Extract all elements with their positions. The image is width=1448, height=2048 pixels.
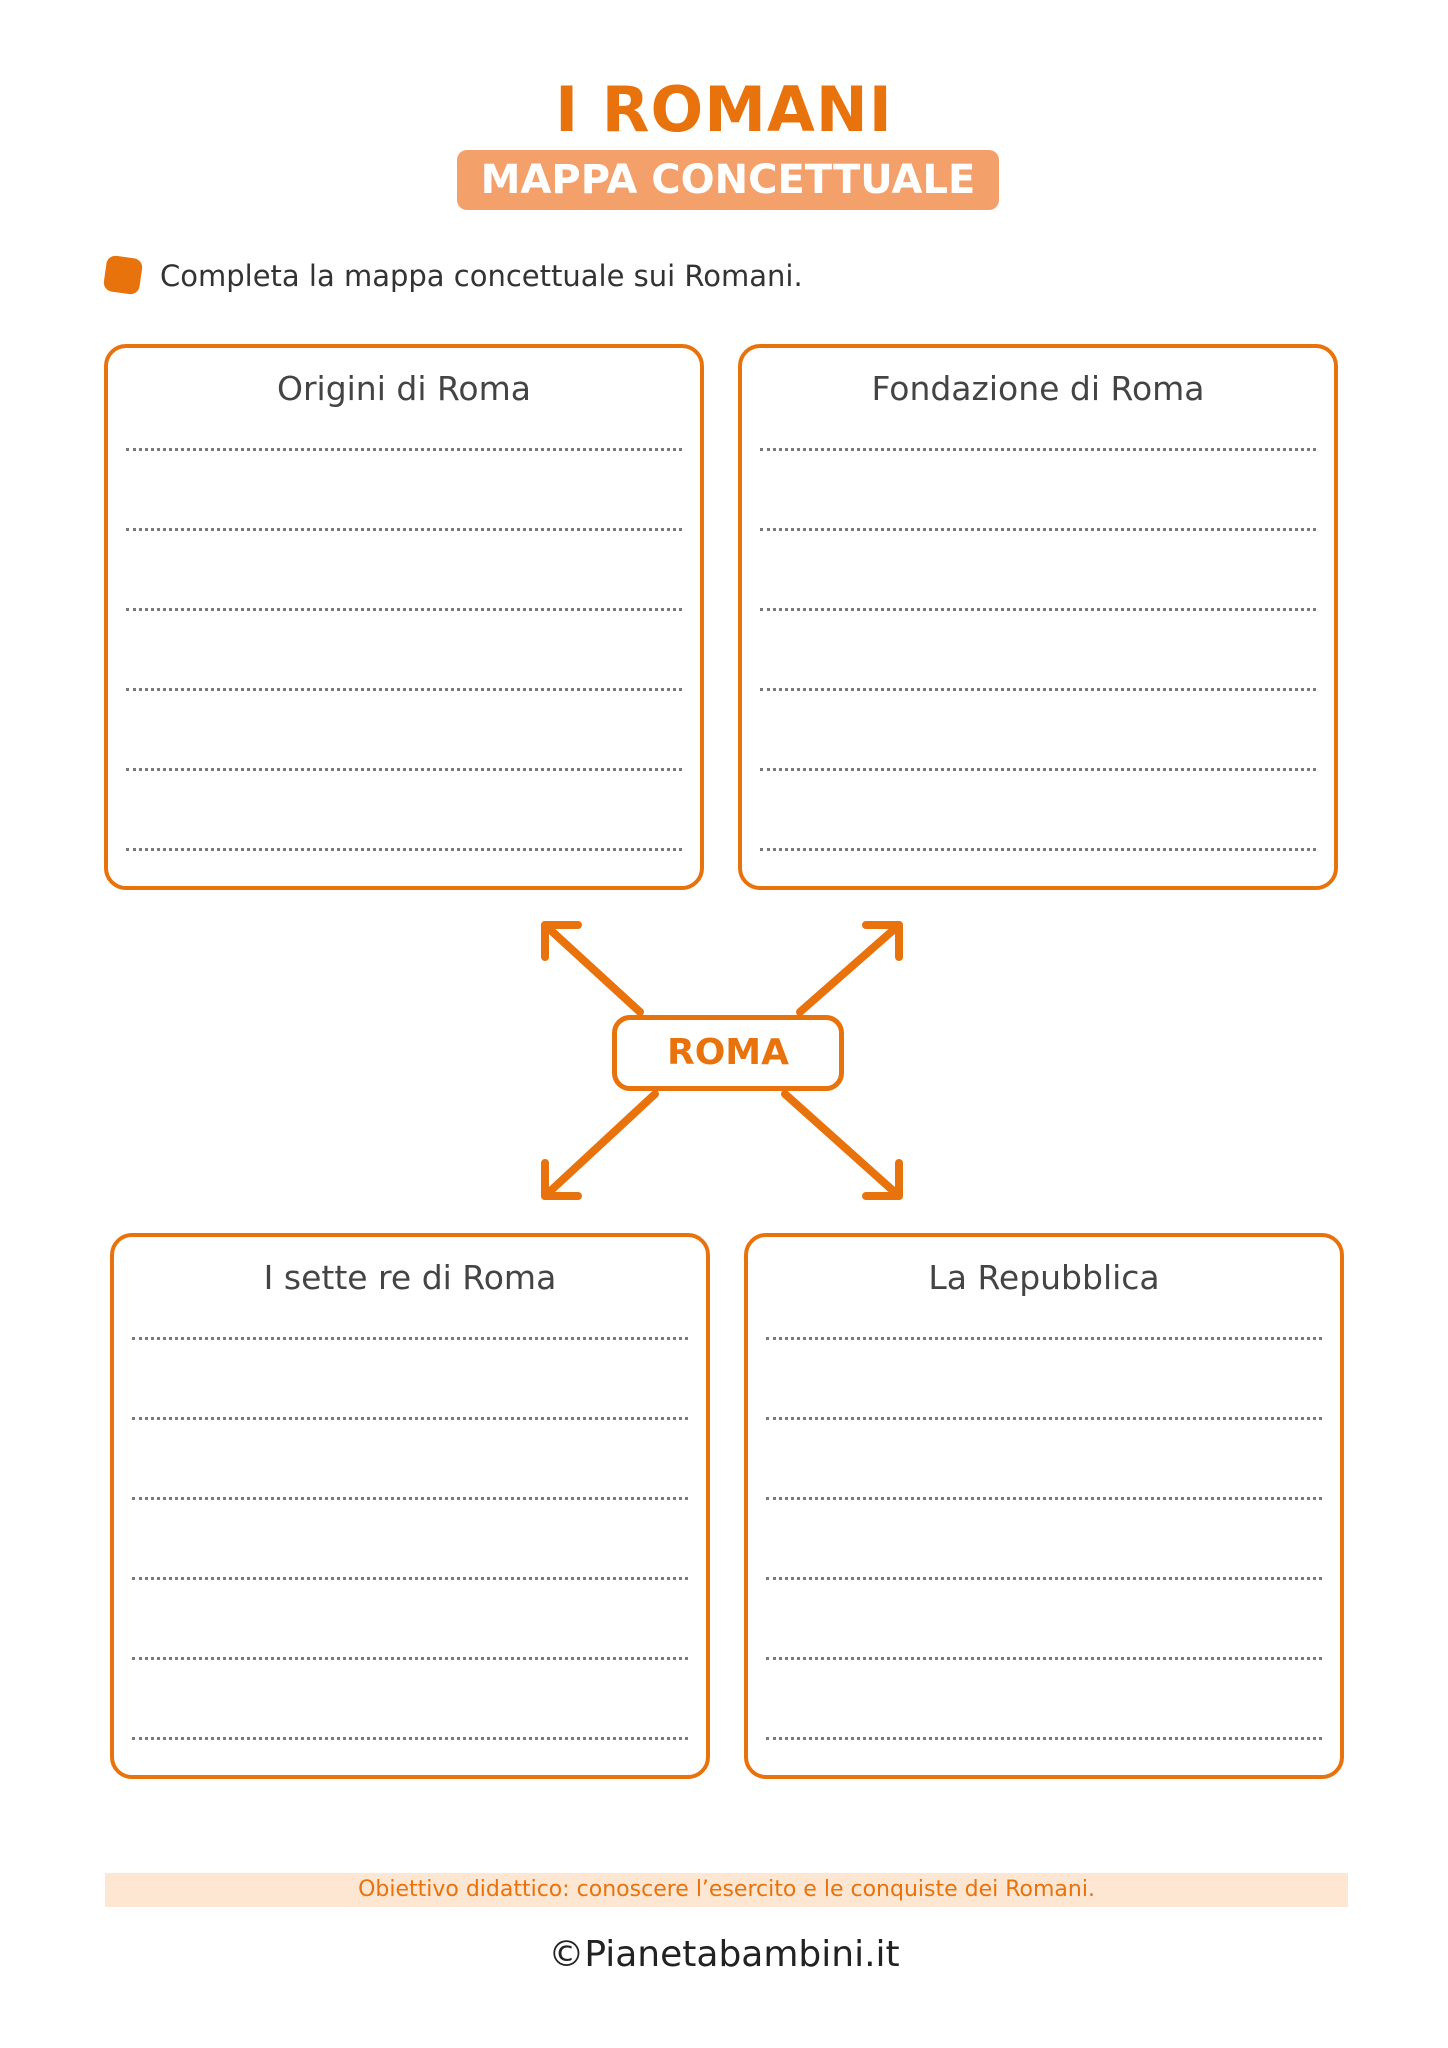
box-title: Origini di Roma (276, 369, 531, 408)
box-title: Fondazione di Roma (871, 369, 1205, 408)
arrow-bottom-right-icon (785, 1094, 899, 1196)
box-title: I sette re di Roma (263, 1258, 557, 1297)
center-node: ROMA (612, 1015, 844, 1091)
box-title: La Repubblica (928, 1258, 1160, 1297)
page-subtitle: MAPPA CONCETTUALE (457, 150, 999, 210)
arrow-bottom-left-icon (545, 1094, 655, 1196)
footer-copyright: ©Pianetabambini.it (548, 1934, 900, 1975)
instruction-text: Completa la mappa concettuale sui Romani. (160, 259, 803, 293)
objective-banner: Obiettivo didattico: conoscere l’esercito e le conquiste dei Romani. (105, 1873, 1348, 1907)
arrow-top-right-icon (800, 925, 899, 1012)
page-title: I ROMANI (555, 73, 893, 146)
arrow-top-left-icon (545, 925, 640, 1012)
